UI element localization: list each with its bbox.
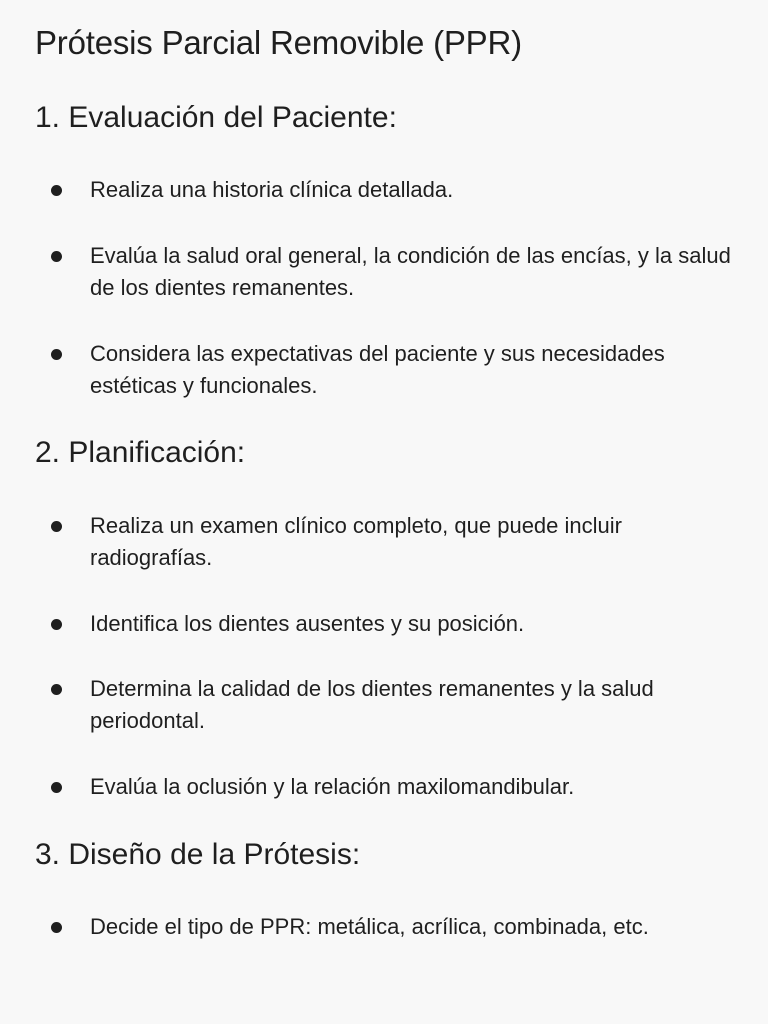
list-item-text: Evalúa la oclusión y la relación maxilomandibular. (90, 774, 575, 799)
list-item-text: Evalúa la salud oral general, la condición de las encías, y la salud de los dientes remanentes. (90, 243, 731, 300)
list-item-text: Realiza un examen clínico completo, que puede incluir radiografías. (90, 513, 622, 570)
list-item-text: Considera las expectativas del paciente y sus necesidades estéticas y funcionales. (90, 341, 665, 398)
bullet-icon (51, 185, 62, 196)
list-item-text: Determina la calidad de los dientes remanentes y la salud periodontal. (90, 676, 654, 733)
list-item-text: Decide el tipo de PPR: metálica, acrílica, combinada, etc. (90, 914, 649, 939)
bullet-icon (51, 251, 62, 262)
bullet-icon (51, 521, 62, 532)
list-item-text: Realiza una historia clínica detallada. (90, 177, 454, 202)
bullet-icon (51, 684, 62, 695)
section-heading-evaluacion: 1. Evaluación del Paciente: (35, 101, 397, 134)
bullet-icon (51, 782, 62, 793)
bullet-icon (51, 349, 62, 360)
page-title: Prótesis Parcial Removible (PPR) (35, 24, 522, 61)
bullet-icon (51, 619, 62, 630)
list-item-text: Identifica los dientes ausentes y su posición. (90, 611, 525, 636)
bullet-icon (51, 922, 62, 933)
section-heading-planificacion: 2. Planificación: (35, 436, 246, 469)
section-heading-diseno: 3. Diseño de la Prótesis: (35, 838, 361, 871)
